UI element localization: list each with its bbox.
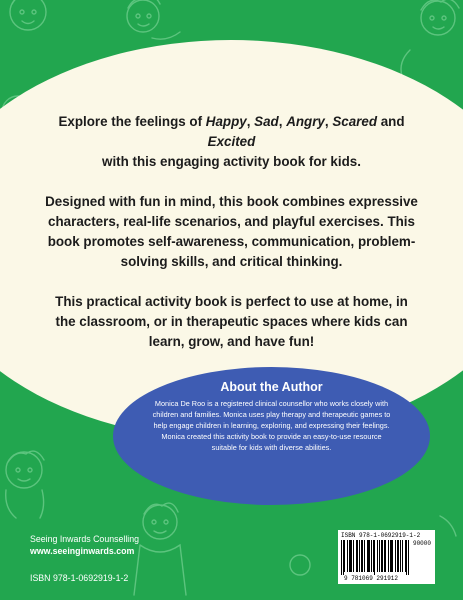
feeling-excited: Excited (207, 134, 256, 149)
book-description (45, 112, 418, 372)
about-author-bubble (113, 367, 430, 505)
barcode-bar (362, 540, 363, 572)
description-paragraph-feelings: Explore the feelings of Happy, Sad, Angry, Scared and Excited with this engaging activity book for kids. (58, 114, 405, 169)
barcode-price-code: 90000 (412, 540, 431, 547)
barcode-bar (343, 540, 344, 575)
barcode-bar (371, 540, 372, 572)
publisher-info (30, 534, 139, 557)
barcode-bar (381, 540, 382, 572)
barcode-bar (397, 540, 398, 572)
isbn-text: ISBN 978-1-0692919-1-2 (30, 573, 129, 583)
barcode-bar (402, 540, 403, 572)
barcode-bar (353, 540, 354, 572)
barcode-bars (341, 540, 409, 575)
feeling-angry: Angry (286, 114, 325, 129)
barcode-bar (377, 540, 378, 572)
barcode-bar (359, 540, 360, 572)
barcode-bar (364, 540, 365, 572)
barcode-bar (384, 540, 385, 572)
barcode-bar (408, 540, 409, 575)
barcode-bar (356, 540, 357, 572)
barcode-bar (357, 540, 358, 572)
barcode-bar (344, 540, 345, 572)
barcode-bar (368, 540, 369, 572)
barcode-bar (400, 540, 401, 572)
isbn-barcode (338, 530, 435, 584)
barcode-bar (388, 540, 389, 572)
about-author-title: About the Author (220, 380, 323, 394)
barcode-bar (369, 540, 370, 572)
barcode-ean-number: 9 781069 291912 (344, 575, 399, 582)
barcode-bar (405, 540, 406, 572)
barcode-bar (341, 540, 342, 575)
barcode-bar (367, 540, 368, 572)
barcode-bar (361, 540, 362, 572)
feeling-sad: Sad (254, 114, 279, 129)
barcode-bar (395, 540, 396, 572)
barcode-bar (385, 540, 386, 572)
barcode-bar (406, 540, 407, 575)
barcode-bar (392, 540, 393, 572)
barcode-bar (379, 540, 380, 572)
barcode-bar (349, 540, 350, 572)
feeling-scared: Scared (332, 114, 378, 129)
barcode-bar (398, 540, 399, 572)
barcode-bar (390, 540, 391, 572)
description-paragraph-use: This practical activity book is perfect to use at home, in the classroom, or in therapeutic spaces where kids can learn, grow, and have fun! (55, 294, 408, 349)
barcode-bar (351, 540, 352, 572)
publisher-url: www.seeinginwards.com (30, 545, 135, 556)
feeling-happy: Happy (205, 114, 247, 129)
publisher-name: Seeing Inwards Counselling (30, 534, 140, 544)
barcode-bar (374, 540, 375, 575)
author-bio: Monica De Roo is a registered clinical counsellor who works closely with children and families. Monica uses play therapy and therapeutic games to help engage children in learning, exploring, and expressing their feelings. Monica created this activity book to provide an easy-to-use resource suitable for kids with diverse abilities. (152, 399, 391, 452)
barcode-bar (382, 540, 383, 572)
barcode-bar (391, 540, 392, 572)
description-paragraph-design: Designed with fun in mind, this book combines expressive characters, real-life scenarios, and playful exercises. This book promotes self-awareness, communication, problem-solving skills, and critical thinking. (45, 194, 418, 269)
barcode-bar (350, 540, 351, 572)
barcode-isbn-line: ISBN 978-1-0692919-1-2 (341, 532, 421, 539)
barcode-bar (373, 540, 374, 572)
barcode-bar (347, 540, 348, 572)
